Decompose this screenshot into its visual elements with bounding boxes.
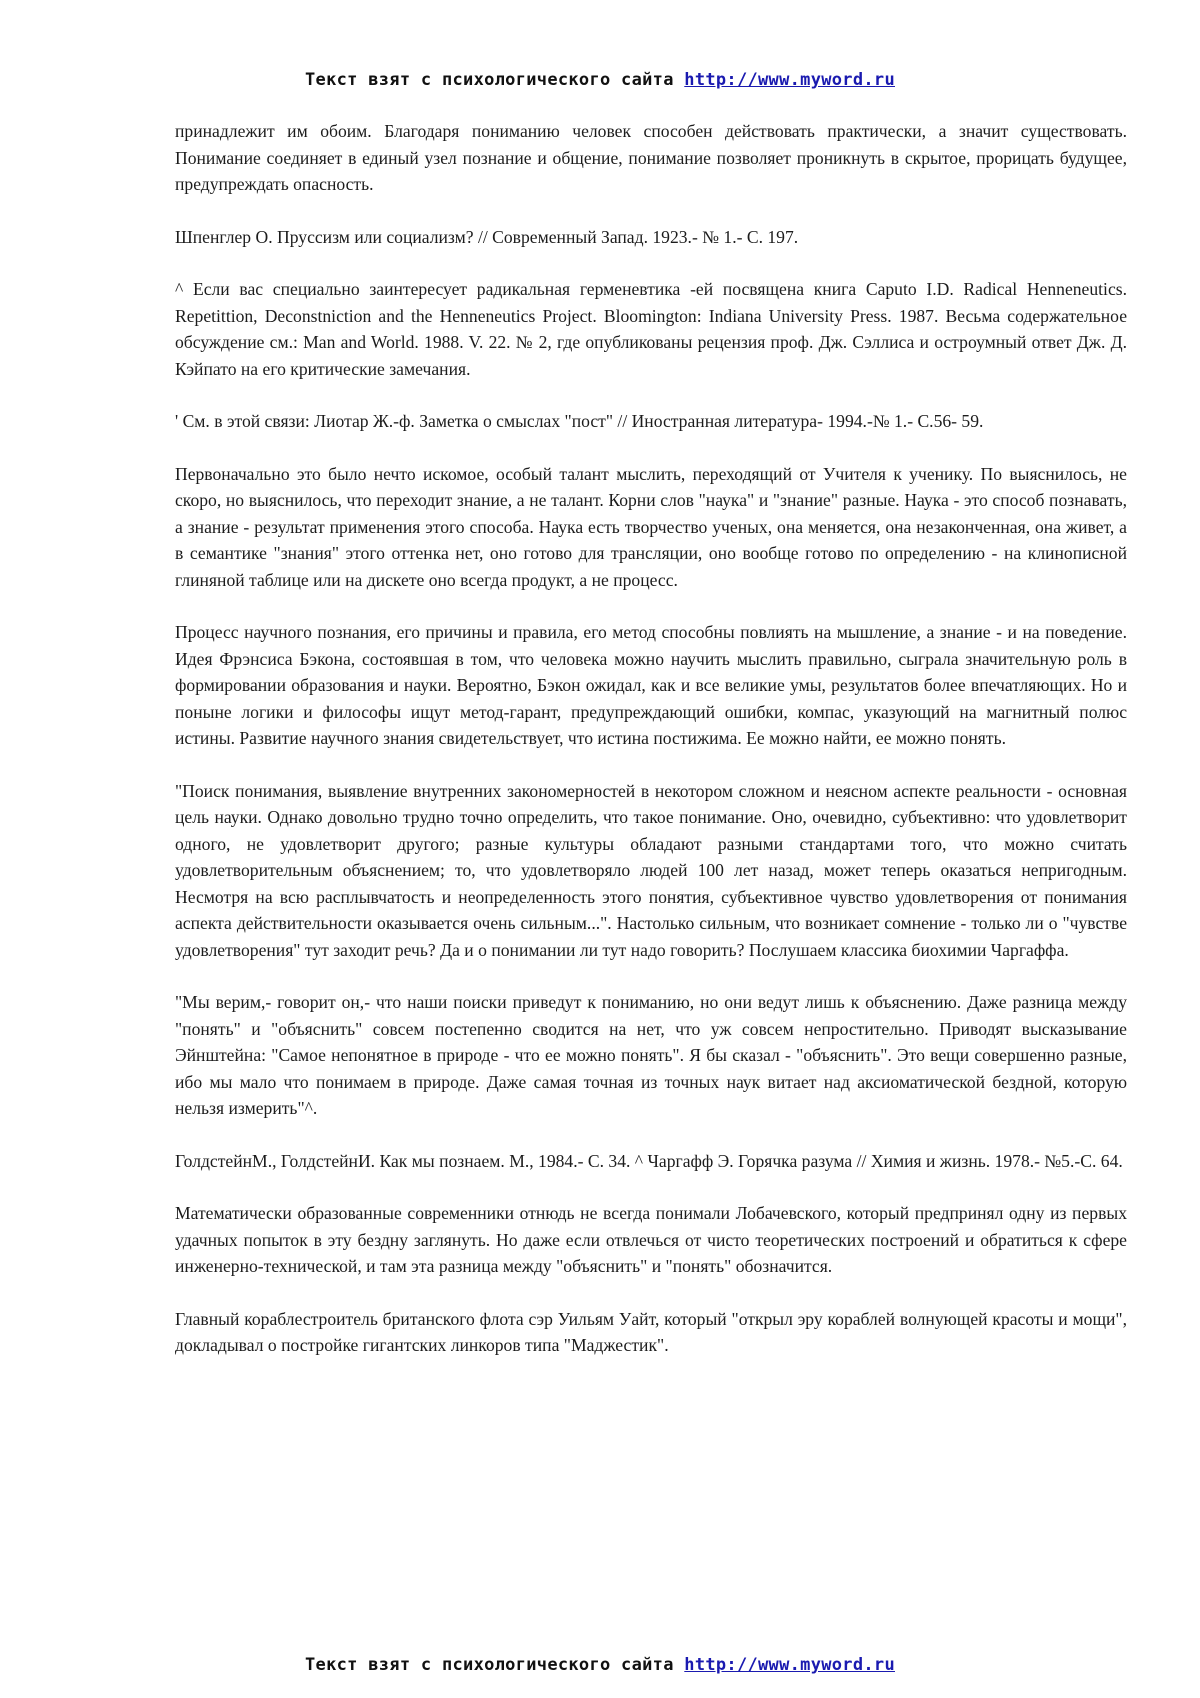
header-prefix: Текст взят с психологического сайта [305,70,685,90]
paragraph-lobachevsky: Математически образованные современники отнюдь не всегда понимали Лобачевского, который предпринял одну из первых удачных попыток в эту бездну заглянуть. Но даже если отвлечься от чисто теоретических построений и обратиться к сфере инженерно-технической, и там эта разница между "объяснить" и "понять" обозначится. [175,1203,1127,1276]
footer-prefix: Текст взят с психологического сайта [305,1655,685,1675]
header-banner [0,70,1200,90]
footnote-hermeneutics: ^ Если вас специально заинтересует радикальная герменевтика -ей посвящена книга Caputo I.D. Radical Henneneutics. Repetittion, Deconstniction and the Henneneutics Project. Bloomington: Indiana University Press. 1987. Весьма содержательное обсуждение см.: Man and World. 1988. V. 22. № 2, где опубликованы рецензия проф. Дж. Сэллиса и остроумный ответ Дж. Д. Кэйпато на его критические замечания. [175,279,1127,379]
footnote-spengler: Шпенглер О. Пруссизм или социализм? // Современный Запад. 1923.- № 1.- С. 197. [175,226,799,247]
paragraph-science-knowledge: Первоначально это было нечто искомое, особый талант мыслить, переходящий от Учителя к ученику. По выяснилось, не скоро, но выяснилось, что переходит знание, а не талант. Корни слов "наука" и "знание" разные. Наука - это способ познавать, а знание - результат применения этого способа. Наука есть творчество ученых, она меняется, она незаконченная, она живет, а в семантике "знания" этого оттенка нет, оно готово для трансляции, оно вообще готово по определению - на клинописной глиняной таблице или на дискете оно всегда продукт, а не процесс. [175,463,1127,590]
header-site-link[interactable]: http://www.myword.ru [684,70,895,90]
footnote-goldstein-chargaff: ГолдстейнМ., ГолдстейнИ. Как мы познаем. М., 1984.- С. 34. ^ Чаргафф Э. Горячка разума // Химия и жизнь. 1978.- №5.-С. 64. [175,1150,1123,1171]
paragraph-white: Главный кораблестроитель британского флота сэр Уильям Уайт, который "открыл эру кораблей волнующей красоты и мощи", докладывал о постройке гигантских линкоров типа "Маджестик". [175,1308,1127,1355]
footer-site-link[interactable]: http://www.myword.ru [684,1655,895,1675]
footnote-lyotard: ' См. в этой связи: Лиотар Ж.-ф. Заметка о смыслах "пост" // Иностранная литература- 1994.-№ 1.- С.56- 59. [175,411,984,431]
paragraph-1: принадлежит им обоим. Благодаря пониманию человек способен действовать практически, а значит существовать. Понимание соединяет в единый узел познание и общение, понимание позволяет проникнуть в скрытое, прорицать будущее, предупреждать опасность. [175,121,1127,194]
paragraph-bacon: Процесс научного познания, его причины и правила, его метод способны повлиять на мышление, а знание - и на поведение. Идея Фрэнсиса Бэкона, состоявшая в том, что человека можно научить мыслить правильно, сыграла значительную роль в формировании образования и науки. Вероятно, Бэкон ожидал, как и все великие умы, результатов более впечатляющих. Но и поныне логики и философы ищут метод-гарант, предупреждающий ошибки, компас, указующий на магнитный полюс истины. Развитие научного знания свидетельствует, что истина постижима. Ее можно найти, ее можно понять. [175,622,1127,748]
footer-banner [0,1655,1200,1675]
paragraph-understanding-quote: "Поиск понимания, выявление внутренних закономерностей в некотором сложном и неясном аспекте реальности - основная цель науки. Однако довольно трудно точно определить, что такое понимание. Оно, очевидно, субъективно: что удовлетворит одного, не удовлетворит другого; разные культуры обладают разными стандартами того, что можно считать удовлетворительным объяснением; то, что удовлетворяло людей 100 лет назад, может теперь оказаться непригодным. Несмотря на всю расплывчатость и неопределенность этого понятия, субъективное чувство удовлетворения от понимания аспекта действительности оказывается очень сильным...". Настолько сильным, что возникает сомнение - только ли о "чувстве удовлетворения" тут заходит речь? Да и о понимании ли тут надо говорить? Послушаем классика биохимии Чаргаффа. [175,780,1127,960]
paragraph-chargaff-quote: "Мы верим,- говорит он,- что наши поиски приведут к пониманию, но они ведут лишь к объяснению. Даже разница между "понять" и "объяснить" совсем постепенно сводится на нет, что уж совсем непростительно. Приводят высказывание Эйнштейна: "Самое непонятное в природе - что ее можно понять". Я бы сказал - "объяснить". Это вещи совершенно разные, ибо мы мало что понимаем в природе. Даже самая точная из точных наук витает над аксиоматической бездной, которую нельзя измерить"^. [175,992,1127,1118]
document-body [175,118,1127,1385]
